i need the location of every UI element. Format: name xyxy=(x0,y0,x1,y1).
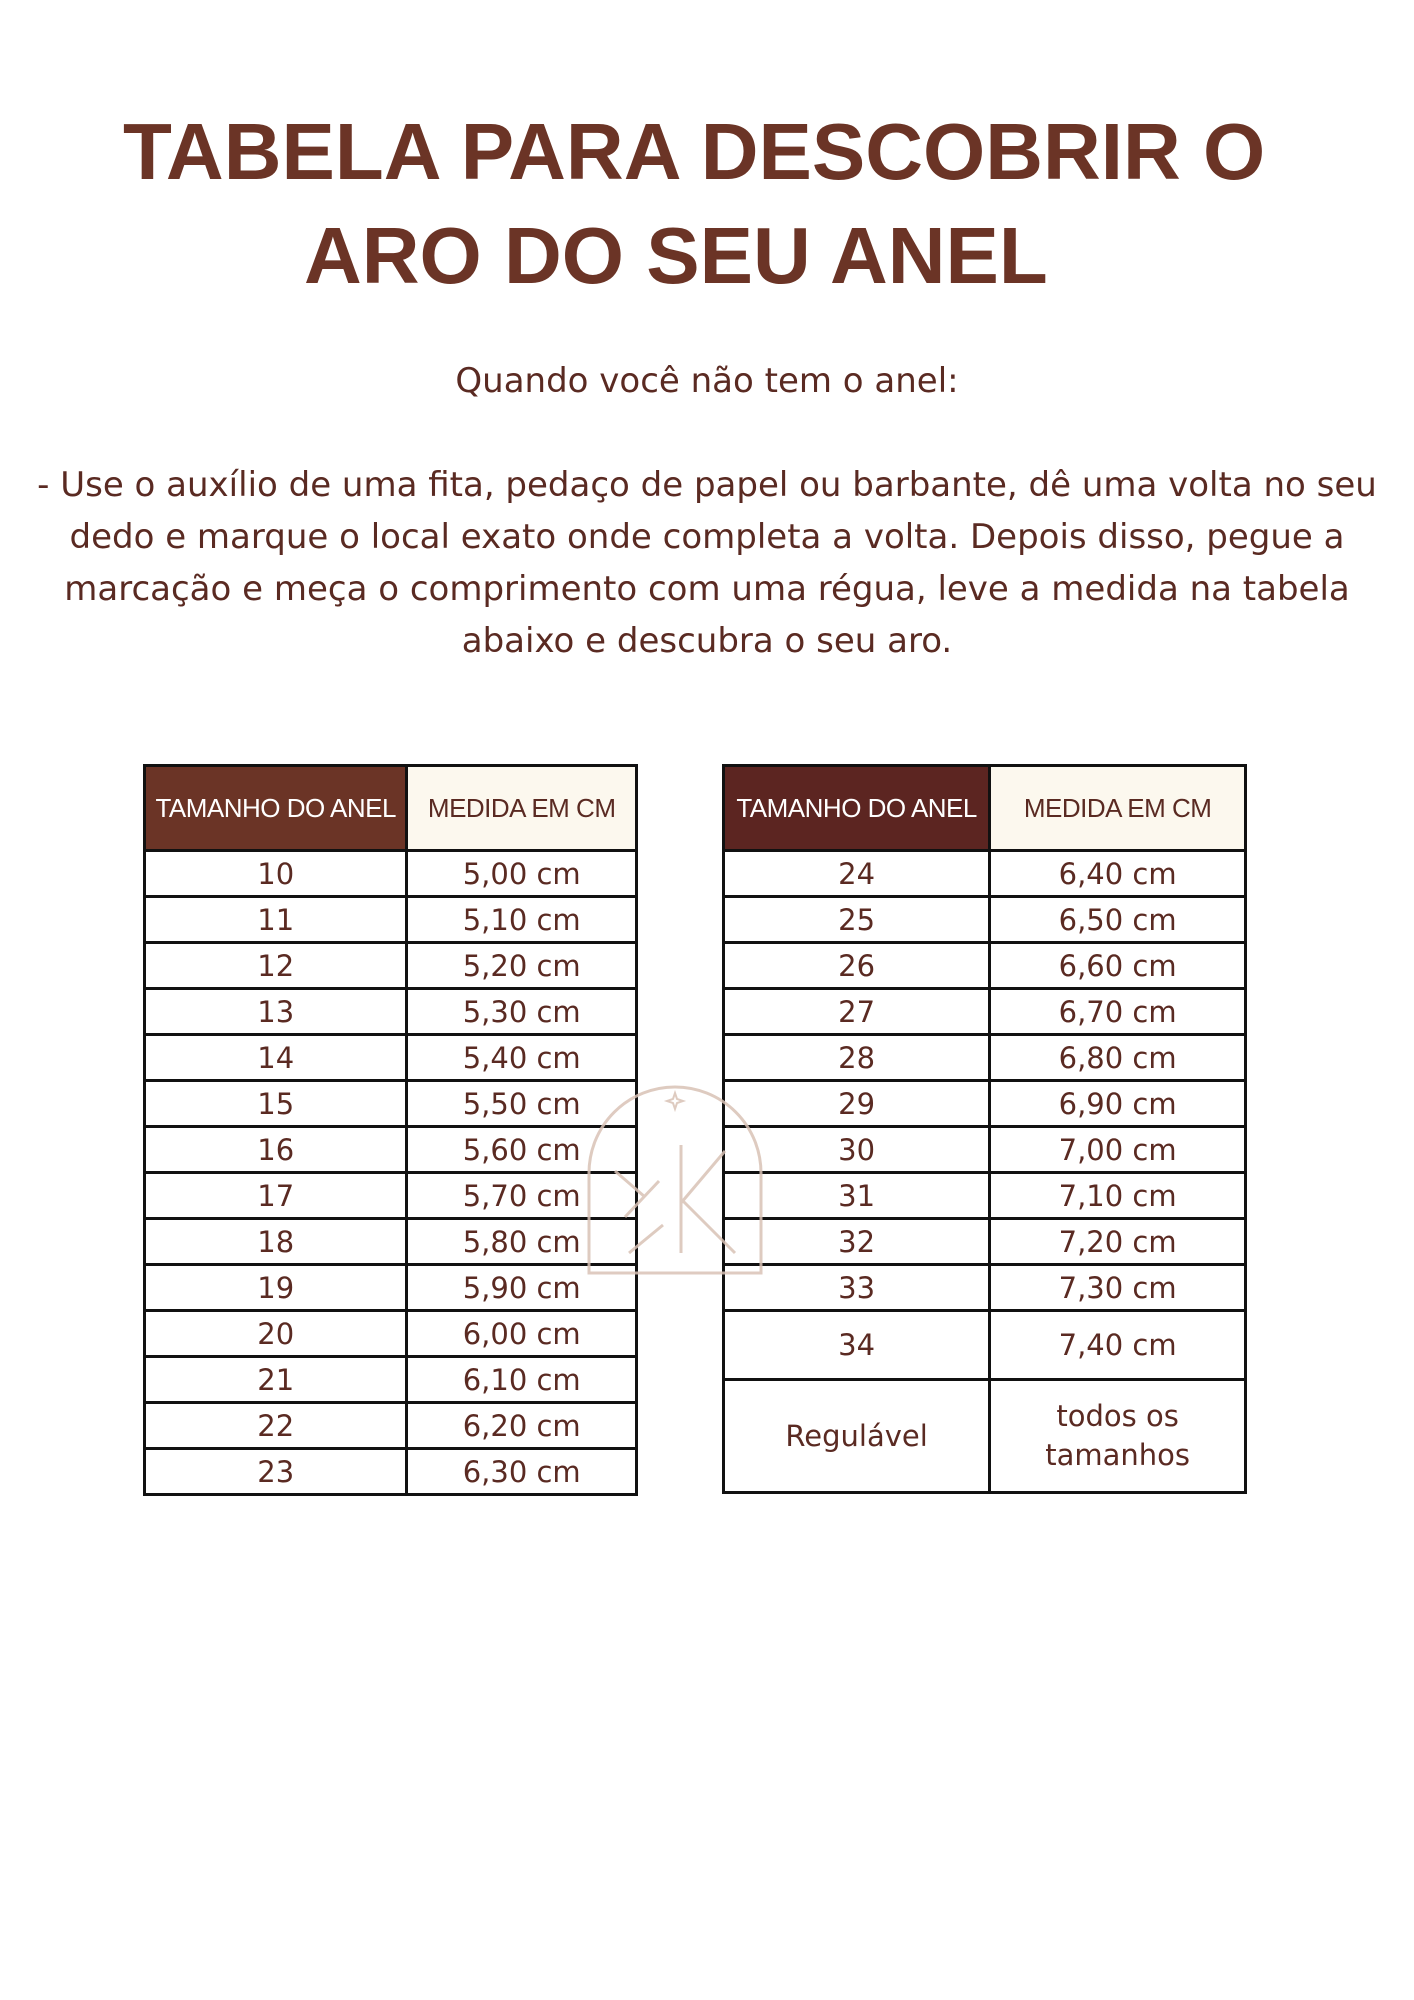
title-line-2: ARO DO SEU ANEL xyxy=(304,211,1048,300)
table-row xyxy=(724,1219,1246,1265)
cell-measure: 5,20 cm xyxy=(407,943,637,989)
cell-ring-size: 34 xyxy=(724,1311,990,1380)
cell-ring-size: 14 xyxy=(145,1035,407,1081)
table-row xyxy=(145,943,637,989)
cell-ring-size: 15 xyxy=(145,1081,407,1127)
table-row xyxy=(724,1127,1246,1173)
cell-measure: 6,20 cm xyxy=(407,1403,637,1449)
cell-measure: 6,70 cm xyxy=(990,989,1246,1035)
cell-ring-size: 23 xyxy=(145,1449,407,1495)
cell-ring-size: 17 xyxy=(145,1173,407,1219)
intro-instructions: - Use o auxílio de uma fita, pedaço de papel ou barbante, dê uma volta no seu dedo e marque o local exato onde completa a volta. Depois disso, pegue a marcação e meça o comprimento com uma régua, leve a medida na tabela abaixo e descubra o seu aro. xyxy=(37,465,1377,661)
cell-ring-size: 21 xyxy=(145,1357,407,1403)
table-row xyxy=(724,897,1246,943)
cell-measure: 7,00 cm xyxy=(990,1127,1246,1173)
cell-ring-size: 16 xyxy=(145,1127,407,1173)
table-row xyxy=(145,851,637,897)
table-row xyxy=(145,1265,637,1311)
cell-measure: 5,50 cm xyxy=(407,1081,637,1127)
cell-measure: 5,60 cm xyxy=(407,1127,637,1173)
intro-subtitle: Quando você não tem o anel: xyxy=(455,361,959,401)
cell-ring-size: 20 xyxy=(145,1311,407,1357)
cell-ring-size: 19 xyxy=(145,1265,407,1311)
cell-measure: 6,50 cm xyxy=(990,897,1246,943)
table-row xyxy=(724,989,1246,1035)
cell-ring-size: 28 xyxy=(724,1035,990,1081)
table-row xyxy=(145,1127,637,1173)
table-row xyxy=(145,1081,637,1127)
cell-ring-size: 13 xyxy=(145,989,407,1035)
table-row xyxy=(145,1173,637,1219)
cell-measure: 5,00 cm xyxy=(407,851,637,897)
size-table-left xyxy=(143,764,638,1496)
table-row xyxy=(724,1035,1246,1081)
cell-ring-size: 30 xyxy=(724,1127,990,1173)
cell-ring-size: 31 xyxy=(724,1173,990,1219)
cell-measure: 6,80 cm xyxy=(990,1035,1246,1081)
table-row xyxy=(145,1449,637,1495)
cell-measure-line-1: todos os xyxy=(1056,1399,1179,1433)
table-row xyxy=(724,851,1246,897)
title-line-1: TABELA PARA DESCOBRIR O xyxy=(123,107,1266,196)
cell-ring-size: 24 xyxy=(724,851,990,897)
cell-measure: 6,10 cm xyxy=(407,1357,637,1403)
cell-measure: 7,10 cm xyxy=(990,1173,1246,1219)
cell-measure: 7,20 cm xyxy=(990,1219,1246,1265)
cell-measure: 6,90 cm xyxy=(990,1081,1246,1127)
cell-measure: 6,00 cm xyxy=(407,1311,637,1357)
cell-ring-size: 18 xyxy=(145,1219,407,1265)
cell-measure: 5,40 cm xyxy=(407,1035,637,1081)
cell-measure xyxy=(990,1380,1246,1493)
cell-measure: 5,80 cm xyxy=(407,1219,637,1265)
table-row xyxy=(145,1035,637,1081)
table-header-row xyxy=(724,766,1246,851)
size-table-left-body xyxy=(145,851,637,1495)
size-table-right-body xyxy=(724,851,1246,1380)
cell-ring-size: 33 xyxy=(724,1265,990,1311)
cell-measure: 7,40 cm xyxy=(990,1311,1246,1380)
table-header-row xyxy=(145,766,637,851)
table-row xyxy=(145,989,637,1035)
header-ring-size: TAMANHO DO ANEL xyxy=(145,766,407,851)
cell-ring-size: Regulável xyxy=(724,1380,990,1493)
header-measure-cm: MEDIDA EM CM xyxy=(990,766,1246,851)
table-row xyxy=(145,897,637,943)
cell-measure: 5,90 cm xyxy=(407,1265,637,1311)
cell-ring-size: 22 xyxy=(145,1403,407,1449)
table-row xyxy=(724,1311,1246,1380)
cell-measure: 5,70 cm xyxy=(407,1173,637,1219)
cell-ring-size: 11 xyxy=(145,897,407,943)
table-row xyxy=(145,1219,637,1265)
cell-measure-line-2: tamanhos xyxy=(1045,1438,1190,1472)
table-row xyxy=(145,1403,637,1449)
cell-ring-size: 10 xyxy=(145,851,407,897)
table-row xyxy=(724,1173,1246,1219)
table-row xyxy=(724,943,1246,989)
cell-ring-size: 32 xyxy=(724,1219,990,1265)
header-measure-cm: MEDIDA EM CM xyxy=(407,766,637,851)
header-ring-size: TAMANHO DO ANEL xyxy=(724,766,990,851)
cell-ring-size: 26 xyxy=(724,943,990,989)
table-row xyxy=(145,1357,637,1403)
cell-measure: 6,40 cm xyxy=(990,851,1246,897)
table-row xyxy=(724,1081,1246,1127)
table-row-adjustable xyxy=(724,1380,1246,1493)
cell-measure: 6,60 cm xyxy=(990,943,1246,989)
cell-ring-size: 29 xyxy=(724,1081,990,1127)
table-row xyxy=(724,1265,1246,1311)
cell-measure: 5,10 cm xyxy=(407,897,637,943)
cell-ring-size: 25 xyxy=(724,897,990,943)
cell-measure: 7,30 cm xyxy=(990,1265,1246,1311)
cell-measure: 6,30 cm xyxy=(407,1449,637,1495)
cell-ring-size: 27 xyxy=(724,989,990,1035)
table-row xyxy=(145,1311,637,1357)
size-table-right xyxy=(722,764,1247,1494)
cell-ring-size: 12 xyxy=(145,943,407,989)
cell-measure: 5,30 cm xyxy=(407,989,637,1035)
